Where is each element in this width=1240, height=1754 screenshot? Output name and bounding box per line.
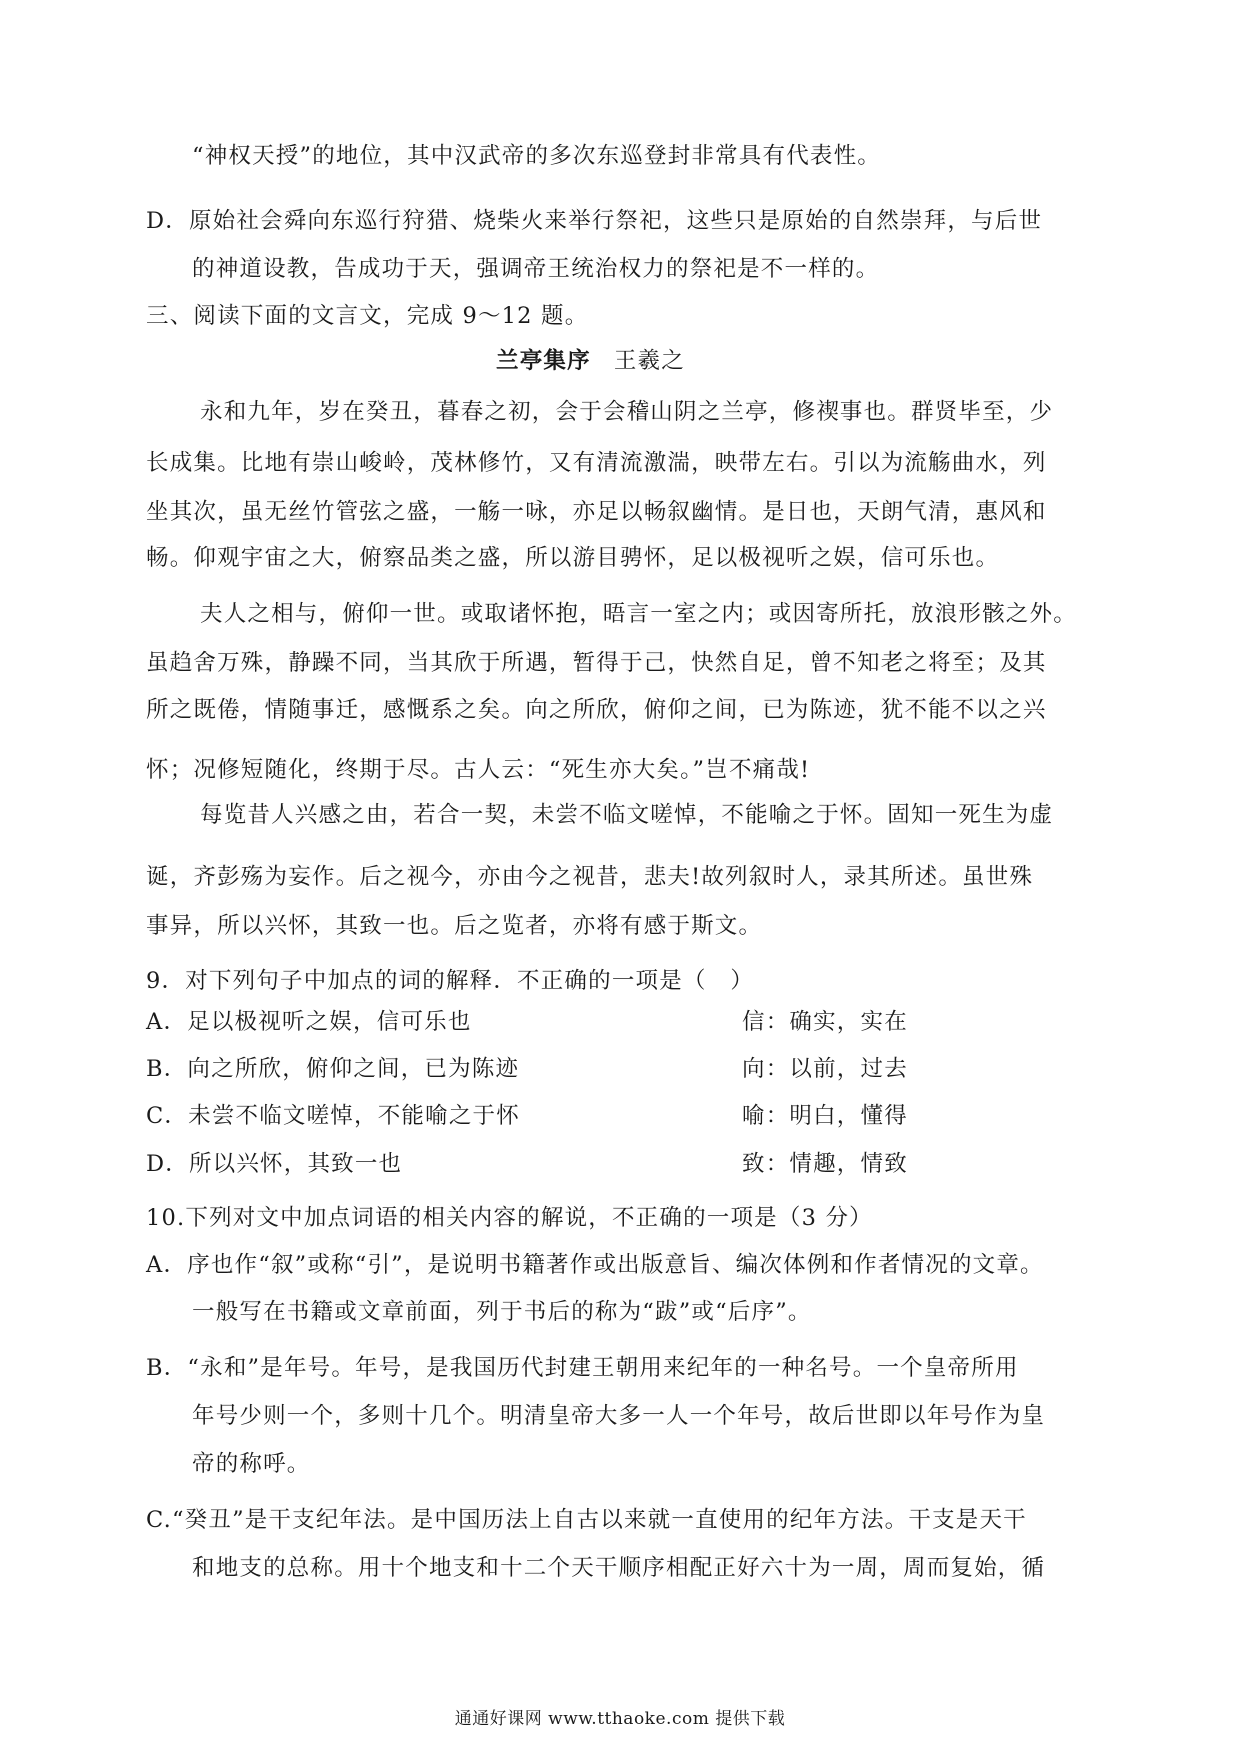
passage-line: 长成集。比地有崇山峻岭，茂林修竹，又有清流激湍，映带左右。引以为流觞曲水，列 [146,450,1047,476]
q10-option-b: B．“永和”是年号。年号，是我国历代封建王朝用来纪年的一种名号。一个皇帝所用 [146,1355,1019,1381]
q9-option-c [146,1101,1146,1131]
q10-option-c: C.“癸丑”是干支纪年法。是中国历法上自古以来就一直使用的纪年方法。干支是天干 [146,1507,1027,1533]
text-line: 和地支的总称。用十个地支和十二个天干顺序相配正好六十为一周，周而复始，循 [192,1555,1046,1581]
question-9-stem: 9．对下列句子中加点的词的解释．不正确的一项是（ ） [146,968,755,994]
passage-line: 永和九年，岁在癸丑，暮春之初，会于会稽山阴之兰亭，修禊事也。群贤毕至，少 [200,399,1054,425]
passage-title [496,346,685,376]
passage-line: 每览昔人兴感之由，若合一契，未尝不临文嗟悼，不能喻之于怀。固知一死生为虚 [200,802,1054,828]
text-line: 帝的称呼。 [192,1451,311,1477]
text-line: 年号少则一个，多则十几个。明清皇帝大多一人一个年号，故后世即以年号作为皇 [192,1403,1046,1429]
q9-option-a [146,1007,1146,1037]
option-sentence: D．所以兴怀，其致一也 [146,1151,403,1177]
passage-line: 事异，所以兴怀，其致一也。后之览者，亦将有感于斯文。 [146,913,763,939]
q9-option-d [146,1149,1146,1179]
passage-line: 坐其次，虽无丝竹管弦之盛，一觞一咏，亦足以畅叙幽情。是日也，天朗气清，惠风和 [146,499,1047,525]
q10-option-a: A．序也作“叙”或称“引”，是说明书籍著作或出版意旨、编次体例和作者情况的文章。 [146,1252,1044,1278]
q9-option-b [146,1054,1146,1084]
section-heading: 三、阅读下面的文言文，完成 9～12 题。 [146,303,589,329]
passage-line: 畅。仰观宇宙之大，俯察品类之盛，所以游目骋怀，足以极视听之娱，信可乐也。 [146,545,1000,571]
passage-line: 怀；况修短随化，终期于尽。古人云：“死生亦大矣。”岂不痛哉! [146,757,811,783]
page-footer: 通通好课网 www.tthaoke.com 提供下载 [454,1709,786,1729]
passage-line: 夫人之相与，俯仰一世。或取诸怀抱，晤言一室之内；或因寄所托，放浪形骸之外。 [200,601,1077,627]
option-sentence: C．未尝不临文嗟悼，不能喻之于怀 [146,1103,520,1129]
option-definition: 向：以前，过去 [742,1056,908,1082]
option-d-line: D．原始社会舜向东巡行狩猎、烧柴火来举行祭祀，这些只是原始的自然崇拜，与后世 [146,208,1043,234]
passage-line: 所之既倦，情随事迁，感慨系之矣。向之所欣，俯仰之间，已为陈迹，犹不能不以之兴 [146,697,1047,723]
option-definition: 信：确实，实在 [742,1009,908,1035]
option-definition: 致：情趣，情致 [742,1151,908,1177]
text-line: 一般写在书籍或文章前面，列于书后的称为“跋”或“后序”。 [192,1299,812,1325]
option-definition: 喻：明白，懂得 [742,1103,908,1129]
text-line: “神权天授”的地位，其中汉武帝的多次东巡登封非常具有代表性。 [192,143,882,169]
passage-line: 诞，齐彭殇为妄作。后之视今，亦由今之视昔，悲夫!故列叙时人，录其所述。虽世殊 [146,864,1034,890]
passage-line: 虽趋舍万殊，静躁不同，当其欣于所遇，暂得于己，快然自足，曾不知老之将至；及其 [146,650,1047,676]
author-name: 王羲之 [613,348,685,374]
title-text: 兰亭集序 [496,348,591,374]
text-line: 的神道设教，告成功于天，强调帝王统治权力的祭祀是不一样的。 [192,256,880,282]
option-sentence: B．向之所欣，俯仰之间，已为陈迹 [146,1056,520,1082]
option-sentence: A．足以极视听之娱，信可乐也 [146,1009,472,1035]
question-10-stem: 10.下列对文中加点词语的相关内容的解说，不正确的一项是（3 分） [146,1205,873,1231]
